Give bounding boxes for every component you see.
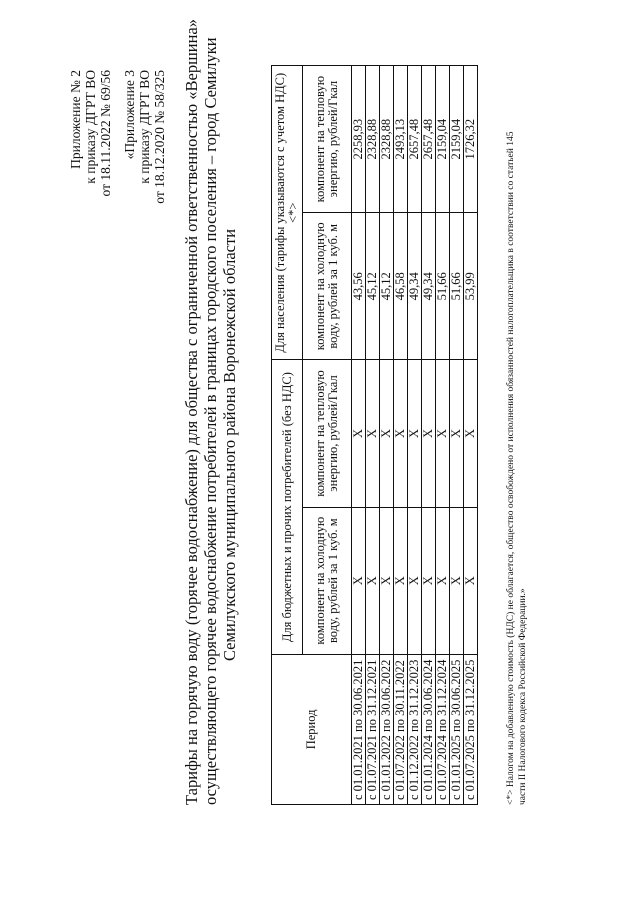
appendix-line: Приложение № 2 [68,70,83,169]
budget-heat-cell: X [366,360,380,507]
table-row [408,66,422,805]
population-heat-cell: 2159,04 [436,66,450,213]
footnote [505,105,529,805]
population-heat-header: компонент на тепловую энергию, рублей/Гкал [303,66,352,213]
budget-water-cell: X [422,507,436,654]
budget-heat-cell: X [422,360,436,507]
table-row [366,66,380,805]
footnote-line: <*> Налогом на добавленную стоимость (НДС) не облагается, общество освобождено от исполнения обязанностей налогоплательщика в соответствии со статьей 145 [506,131,516,805]
footnote-line: части II Налогового кодекса Российской Федерации.» [518,588,528,805]
budget-water-cell: X [366,507,380,654]
period-cell: с 01.01.2022 по 30.06.2022 [380,654,394,804]
budget-water-cell: X [408,507,422,654]
title-line: осуществляющего горячее водоснабжение потребителей в границах городского поселения – город Семилуки [201,37,220,805]
budget-heat-cell: X [408,360,422,507]
population-heat-cell: 2328,88 [366,66,380,213]
period-cell: с 01.01.2025 по 30.06.2025 [450,654,464,804]
period-header: Период [272,654,352,804]
appendix-line: от 18.11.2022 № 69/56 [98,70,113,197]
population-heat-cell: 2493,13 [394,66,408,213]
prior-appendix-line: к приказу ДГРТ ВО [137,70,152,184]
budget-water-header: компонент на холодную воду, рублей за 1 куб. м [303,507,352,654]
budget-heat-cell: X [380,360,394,507]
population-heat-cell: 2159,04 [450,66,464,213]
period-cell: с 01.01.2024 по 30.06.2024 [422,654,436,804]
appendix-reference [68,70,113,196]
period-cell: с 01.12.2022 по 31.12.2023 [408,654,422,804]
table-row [394,66,408,805]
table-row [450,66,464,805]
population-water-cell: 49,34 [422,213,436,360]
population-water-cell: 46,58 [394,213,408,360]
budget-heat-cell: X [464,360,478,507]
prior-appendix-line: от 18.12.2020 № 58/325 [152,70,167,204]
population-water-cell: 43,56 [352,213,366,360]
population-water-cell: 49,34 [408,213,422,360]
budget-heat-cell: X [436,360,450,507]
budget-water-cell: X [352,507,366,654]
prior-appendix-line: «Приложение 3 [122,70,137,160]
budget-consumers-header: Для бюджетных и прочих потребителей (без НДС) [272,360,303,654]
population-heat-cell: 2328,88 [380,66,394,213]
population-heat-cell: 2657,48 [408,66,422,213]
population-water-cell: 53,99 [464,213,478,360]
budget-heat-cell: X [352,360,366,507]
budget-water-cell: X [450,507,464,654]
table-row [352,66,366,805]
table-row [422,66,436,805]
period-cell: с 01.07.2025 по 31.12.2025 [464,654,478,804]
title-line: Семилукского муниципального района Воронежской области [220,228,239,662]
population-water-cell: 51,66 [436,213,450,360]
budget-heat-cell: X [450,360,464,507]
population-heat-cell: 2258,93 [352,66,366,213]
period-cell: с 01.07.2021 по 31.12.2021 [366,654,380,804]
population-header: Для населения (тарифы указываются с учетом НДС) <*> [272,66,303,360]
appendix-line: к приказу ДГРТ ВО [83,70,98,184]
budget-water-cell: X [394,507,408,654]
budget-heat-header: компонент на тепловую энергию, рублей/Гкал [303,360,352,507]
prior-appendix-reference [122,70,167,204]
document-title [182,18,239,805]
population-water-cell: 51,66 [450,213,464,360]
table-row [464,66,478,805]
budget-water-cell: X [380,507,394,654]
table-row [436,66,450,805]
budget-heat-cell: X [394,360,408,507]
budget-water-cell: X [464,507,478,654]
table-row [380,66,394,805]
title-line: Тарифы на горячую воду (горячее водоснабжение) для общества с ограниченной ответственностью «Вершина» [182,18,201,805]
population-water-header: компонент на холодную воду, рублей за 1 куб. м [303,213,352,360]
tariff-table [271,65,478,805]
population-heat-cell: 2657,48 [422,66,436,213]
budget-water-cell: X [436,507,450,654]
period-cell: с 01.07.2024 по 31.12.2024 [436,654,450,804]
population-water-cell: 45,12 [380,213,394,360]
population-heat-cell: 1726,32 [464,66,478,213]
period-cell: с 01.07.2022 по 30.11.2022 [394,654,408,804]
population-water-cell: 45,12 [366,213,380,360]
period-cell: с 01.01.2021 по 30.06.2021 [352,654,366,804]
